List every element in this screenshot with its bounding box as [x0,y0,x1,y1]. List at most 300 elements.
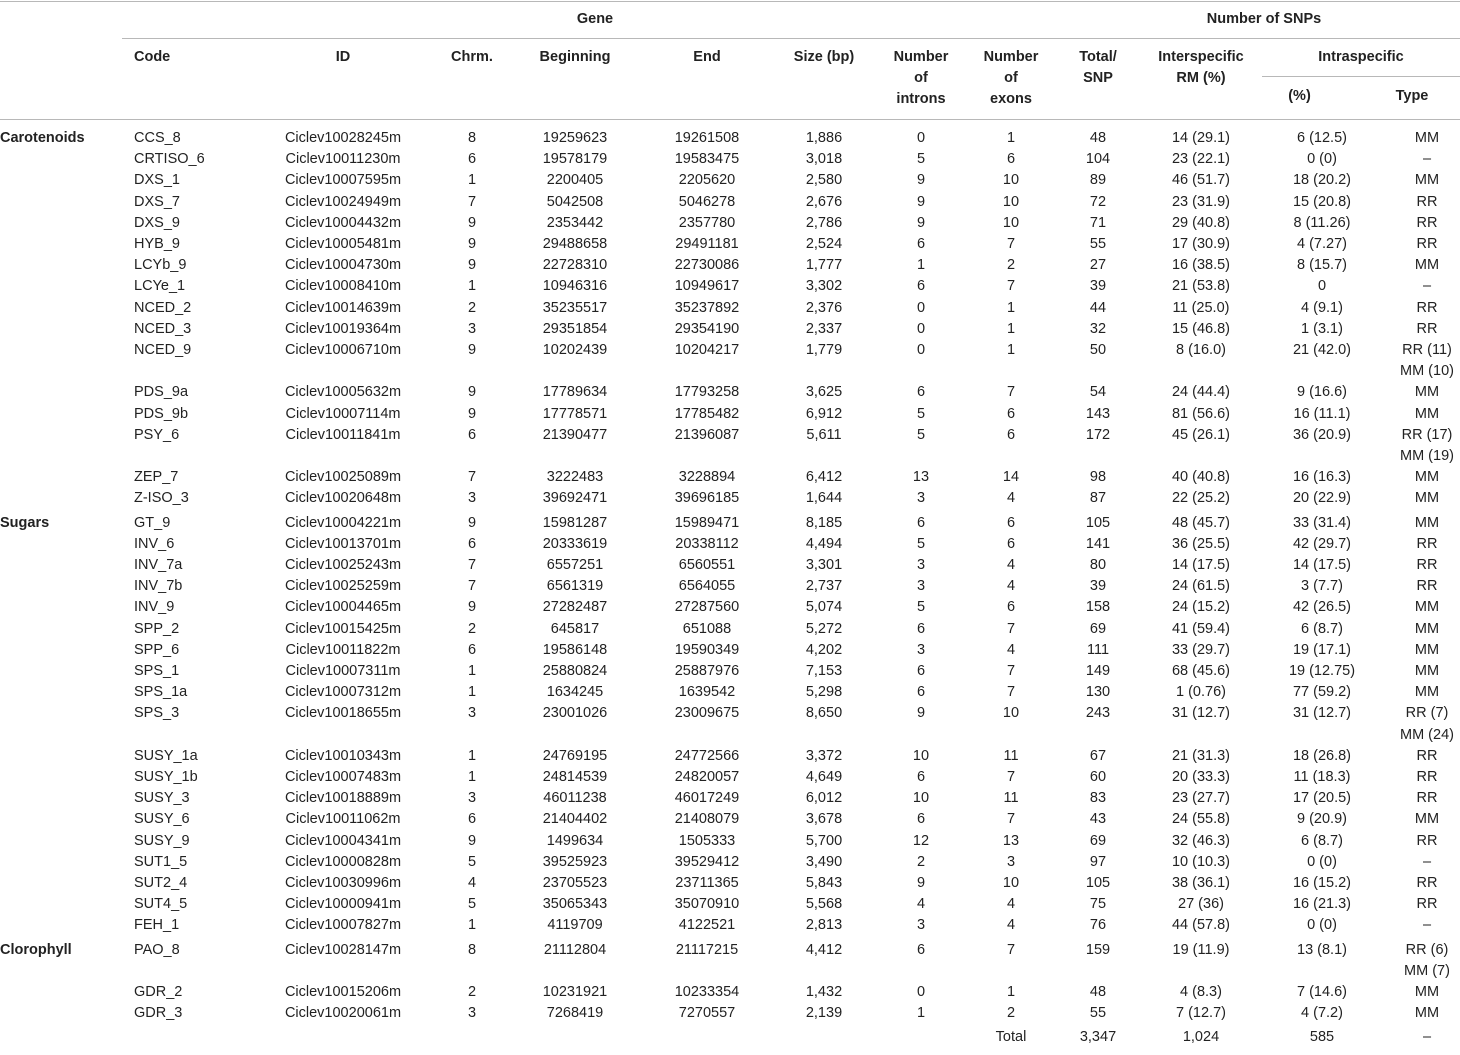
cell-total: 130 [1085,684,1111,701]
cell-total: 143 [1085,405,1111,422]
cell-introns: 9 [916,172,926,189]
cell-size: 1,779 [805,342,843,358]
cell-total: 98 [1089,469,1107,486]
cell-end: 2357780 [678,214,736,231]
cell-size: 1,886 [805,130,843,146]
cell-code: FEH_1 [134,917,180,934]
cell-intra: 31 (12.7) [1292,705,1352,722]
cell-end: 17793258 [674,384,740,401]
cell-total: 243 [1085,705,1111,722]
cell-intra: 0 (0) [1307,917,1337,934]
cell-end: 10233354 [674,984,740,1000]
cell-total: 97 [1089,853,1107,870]
cell-size: 5,272 [805,620,843,637]
cell-total: 105 [1085,514,1111,531]
cell-id: Ciclev10000828m [284,853,402,870]
group-label: Sugars [0,514,50,531]
group-label: Clorophyll [0,941,72,958]
cell-type: RR [1416,747,1438,764]
cell-size: 5,298 [805,684,843,701]
cell-id: Ciclev10028245m [284,130,402,146]
cell-end: 35070910 [674,896,740,913]
cell-chrm: 8 [467,130,477,146]
cell-type: RR [1416,193,1438,210]
cell-exons: 1 [1006,299,1016,316]
cell-type: RR [1416,557,1438,573]
cell-id: Ciclev10020648m [284,490,402,507]
cell-type: MM [1414,599,1440,616]
cell-inter: 14 (17.5) [1171,557,1231,573]
cell-size: 2,524 [805,236,843,252]
cell-chrm: 1 [467,278,477,295]
cell-chrm: 7 [467,469,477,486]
cell-end: 25887976 [674,663,740,679]
header-code: Code [134,49,171,65]
cell-id: Ciclev10007483m [284,769,402,785]
cell-size: 4,202 [805,641,843,658]
cell-code: Z-ISO_3 [134,490,189,507]
cell-introns: 0 [916,342,926,358]
cell-inter: 20 (33.3) [1171,769,1231,785]
cell-end: 15989471 [674,514,740,531]
cell-chrm: 1 [467,663,477,679]
cell-chrm: 9 [467,236,477,252]
cell-type: RR [1416,214,1438,231]
cell-exons: 4 [1006,490,1016,507]
cell-intra: 36 (20.9) [1292,426,1352,443]
table-row [0,298,1460,319]
cell-chrm: 2 [467,984,477,1000]
cell-exons: 11 [1003,747,1019,764]
cell-code: HYB_9 [134,236,180,252]
cell-end: 19590349 [674,641,740,658]
header-total-snp: Total/ SNP [1079,49,1117,86]
cell-chrm: 2 [467,299,477,316]
cell-total: 89 [1089,172,1107,189]
cell-chrm: 9 [467,342,477,358]
cell-exons: 4 [1006,917,1016,934]
cell-type: RR [1416,896,1438,913]
cell-inter: 24 (44.4) [1171,384,1231,401]
cell-end: 4122521 [678,917,736,934]
table-row [0,1003,1460,1024]
cell-id: Ciclev10013701m [284,535,402,552]
cell-type: RR [1416,535,1438,552]
cell-intra: 14 (17.5) [1292,557,1352,573]
cell-begin: 6561319 [546,578,604,595]
cell-begin: 7268419 [546,1005,604,1022]
cell-chrm: 3 [467,790,477,807]
cell-end: 21408079 [674,811,740,828]
table-row [0,488,1460,509]
cell-type: RR [1416,236,1438,252]
cell-inter: 29 (40.8) [1171,214,1231,231]
cell-begin: 23001026 [542,705,608,722]
cell-exons: 4 [1006,641,1016,658]
cell-introns: 4 [916,896,926,913]
cell-total: 43 [1089,811,1107,828]
cell-introns: 6 [916,236,926,252]
cell-id: Ciclev10007827m [284,917,402,934]
cell-code: LCYe_1 [134,278,186,295]
cell-size: 3,018 [805,151,843,168]
cell-size: 6,412 [805,469,843,486]
cell-chrm: 6 [467,641,477,658]
cell-intra: 42 (26.5) [1292,599,1352,616]
cell-id: Ciclev10004432m [284,214,402,231]
cell-begin: 1634245 [546,684,604,701]
cell-introns: 1 [916,1005,926,1022]
header-beginning: Beginning [539,49,611,65]
cell-id: Ciclev10011841m [285,426,401,443]
cell-introns: 3 [916,578,926,595]
cell-inter: 17 (30.9) [1171,236,1231,252]
cell-end: 1639542 [678,684,736,701]
cell-size: 6,912 [805,405,843,422]
cell-exons: 1 [1006,984,1016,1000]
cell-inter: 38 (36.1) [1171,875,1231,891]
cell-id: Ciclev10004465m [284,599,402,616]
cell-intra: 16 (11.1) [1293,405,1351,422]
cell-intra: 8 (15.7) [1297,257,1347,274]
cell-exons: 7 [1006,941,1016,958]
cell-inter: 21 (53.8) [1171,278,1231,295]
cell-inter: 36 (25.5) [1171,535,1231,552]
cell-introns: 2 [916,853,926,870]
cell-inter: 23 (22.1) [1171,151,1231,168]
cell-exons: 2 [1006,257,1016,274]
cell-type: RR (7) [1405,705,1449,722]
cell-chrm: 5 [467,896,477,913]
cell-total: 48 [1089,130,1107,146]
cell-exons: 10 [1002,172,1020,189]
cell-id: Ciclev10018889m [284,790,402,807]
table-row [0,873,1460,894]
cell-size: 2,337 [805,320,843,337]
header-introns: Number of introns [893,49,949,107]
cell-introns: 5 [916,151,926,168]
cell-exons: 10 [1002,214,1020,231]
cell-introns: 3 [916,641,926,658]
cell-size: 3,301 [805,557,843,573]
cell-introns: 3 [916,490,926,507]
cell-type: MM [1414,130,1440,146]
cell-type: MM [1414,490,1440,507]
cell-begin: 25880824 [542,663,608,679]
table-row [0,255,1460,276]
cell-code: CCS_8 [134,130,181,146]
cell-exons: 7 [1006,684,1016,701]
cell-introns: 9 [916,193,926,210]
cell-type: RR [1416,875,1438,891]
cell-id: Ciclev10007312m [284,684,402,701]
cell-size: 3,302 [805,278,843,295]
table-row [0,404,1460,425]
cell-chrm: 4 [467,875,477,891]
cell-chrm: 6 [467,811,477,828]
cell-type: MM [1414,172,1440,189]
cell-begin: 24814539 [542,769,608,785]
cell-code: INV_7b [134,578,183,595]
cell-exons: 14 [1002,469,1020,486]
cell-type: MM [1414,641,1440,658]
cell-introns: 10 [912,790,930,807]
cell-exons: 6 [1006,514,1016,531]
cell-total: 71 [1089,214,1107,231]
cell-chrm: 5 [467,853,477,870]
cell-code: SUSY_1a [134,747,198,764]
cell-size: 4,649 [805,769,843,785]
cell-intra: 7 (14.6) [1297,984,1347,1000]
cell-exons: 6 [1006,535,1016,552]
cell-introns: 13 [912,469,930,486]
cell-total: 105 [1085,875,1111,891]
cell-id: Ciclev10020061m [284,1005,402,1022]
cell-id: Ciclev10018655m [284,705,402,722]
table-row [0,170,1460,191]
table-row [0,467,1460,488]
cell-chrm: 3 [467,320,477,337]
cell-end: 22730086 [674,257,740,274]
cell-type: MM [1414,663,1440,679]
cell-end: 35237892 [674,299,740,316]
table-row [0,597,1460,618]
cell-type-second-line: MM (24) [1400,726,1454,743]
cell-begin: 39525923 [542,853,608,870]
cell-code: SUSY_1b [134,769,198,785]
cell-intra: 15 (20.8) [1292,193,1352,210]
cell-inter: 31 (12.7) [1171,705,1231,722]
cell-type: MM [1414,684,1440,701]
cell-code: LCYb_9 [134,257,187,274]
cell-code: INV_6 [134,535,175,552]
cell-type: – [1422,151,1432,168]
cell-introns: 6 [916,684,926,701]
cell-intra: 0 (0) [1307,151,1337,168]
cell-inter: 32 (46.3) [1171,832,1231,849]
cell-intra: 9 (20.9) [1297,811,1347,828]
cell-intra: 77 (59.2) [1292,684,1352,701]
cell-total: 48 [1089,984,1107,1000]
cell-introns: 3 [916,917,926,934]
cell-id: Ciclev10011822m [285,641,401,658]
cell-id: Ciclev10015425m [284,620,402,637]
cell-size: 2,376 [805,299,843,316]
cell-size: 4,494 [805,535,843,552]
cell-type: MM [1414,984,1440,1000]
cell-id: Ciclev10030996m [284,875,402,891]
cell-total: 54 [1089,384,1107,401]
cell-inter: 81 (56.6) [1171,405,1231,422]
cell-id: Ciclev10025259m [284,578,402,595]
cell-intra: 16 (21.3) [1292,896,1352,913]
cell-begin: 2353442 [546,214,604,231]
cell-end: 2205620 [678,172,736,189]
cell-inter: 24 (15.2) [1171,599,1231,616]
cell-begin: 20333619 [542,535,608,552]
cell-size: 7,153 [805,663,843,679]
header-bottom-rule [0,119,1460,120]
cell-code: DXS_7 [134,193,180,210]
cell-type: MM [1414,514,1440,531]
cell-type-second-line: MM (7) [1404,962,1450,979]
table-row [0,940,1460,979]
cell-inter: 23 (27.7) [1171,790,1231,807]
cell-chrm: 6 [467,426,477,443]
cell-total: 44 [1089,299,1107,316]
cell-begin: 6557251 [546,557,604,573]
cell-type: MM [1414,469,1440,486]
cell-id: Ciclev10000941m [284,896,402,913]
cell-type: RR (11) [1402,342,1452,358]
cell-intra: 17 (20.5) [1292,790,1352,807]
table-row [0,682,1460,703]
cell-end: 20338112 [675,535,739,552]
cell-end: 651088 [682,620,732,637]
cell-id: Ciclev10004730m [284,257,402,274]
cell-inter: 14 (29.1) [1171,130,1231,146]
cell-code: SUSY_6 [134,811,190,828]
cell-exons: 6 [1006,599,1016,616]
header-size: Size (bp) [793,49,855,65]
cell-total: 172 [1085,426,1111,443]
cell-begin: 2200405 [546,172,604,189]
cell-code: SUSY_9 [134,832,190,849]
cell-end: 21396087 [674,426,740,443]
cell-exons: 6 [1006,151,1016,168]
cell-exons: 10 [1002,193,1020,210]
table-row [0,276,1460,297]
cell-type: MM [1414,405,1440,422]
cell-intra: 13 (8.1) [1297,941,1347,958]
cell-size: 1,432 [805,984,843,1000]
cell-type: RR [1416,320,1438,337]
cell-total: 55 [1089,1005,1107,1022]
cell-begin: 10202439 [542,342,608,358]
cell-total: 69 [1089,832,1107,849]
cell-size: 2,139 [805,1005,843,1022]
cell-intra: 33 (31.4) [1292,514,1352,531]
cell-chrm: 9 [467,384,477,401]
cell-total: 75 [1089,896,1107,913]
header-number-of-snps: Number of SNPs [1206,11,1322,27]
cell-id: Ciclev10007114m [285,405,401,422]
cell-chrm: 9 [467,514,477,531]
cell-intra: 18 (26.8) [1292,747,1352,764]
cell-exons: 7 [1006,278,1016,295]
cell-code: PDS_9b [134,405,189,422]
cell-introns: 0 [916,320,926,337]
cell-inter: 45 (26.1) [1171,426,1231,443]
cell-id: Ciclev10015206m [284,984,402,1000]
cell-total: 76 [1089,917,1107,934]
table-row [0,767,1460,788]
cell-introns: 3 [916,557,926,573]
table-row [0,534,1460,555]
cell-begin: 4119709 [547,917,603,934]
cell-begin: 23705523 [542,875,608,891]
cell-total: 72 [1089,193,1107,210]
cell-begin: 5042508 [546,193,604,210]
cell-end: 23009675 [674,705,740,722]
cell-code: INV_9 [134,599,175,616]
table-row [0,788,1460,809]
cell-type: MM [1414,1005,1440,1022]
cell-exons: 4 [1006,557,1016,573]
cell-exons: 3 [1006,853,1016,870]
cell-intra: 19 (17.1) [1292,641,1352,658]
table-row [0,340,1460,380]
cell-id: Ciclev10024949m [284,193,402,210]
cell-type: RR [1416,769,1438,785]
cell-size: 8,185 [805,514,843,531]
cell-chrm: 1 [467,917,477,934]
cell-total: 50 [1089,342,1107,358]
cell-chrm: 6 [467,535,477,552]
cell-exons: 10 [1002,705,1020,722]
intraspecific-rule [1262,76,1460,77]
totals-type: – [1422,1029,1432,1046]
cell-begin: 21390477 [542,426,608,443]
header-id: ID [335,49,351,65]
cell-size: 2,737 [805,578,843,595]
cell-begin: 29488658 [542,236,608,252]
cell-end: 24772566 [674,747,740,764]
cell-exons: 10 [1002,875,1020,891]
cell-size: 2,676 [805,193,843,210]
cell-introns: 1 [916,257,926,274]
cell-intra: 8 (11.26) [1293,214,1351,231]
cell-size: 2,580 [805,172,843,189]
cell-intra: 11 (18.3) [1293,769,1351,785]
cell-type: RR (17) [1401,426,1453,443]
cell-code: SUSY_3 [134,790,190,807]
cell-intra: 1 (3.1) [1301,320,1343,337]
cell-begin: 645817 [550,620,600,637]
cell-type: – [1422,278,1432,295]
cell-intra: 4 (7.2) [1301,1005,1343,1022]
cell-end: 19583475 [674,151,740,168]
cell-end: 21117215 [675,941,739,958]
cell-begin: 19578179 [542,151,608,168]
cell-intra: 9 (16.6) [1297,384,1347,401]
cell-intra: 6 (8.7) [1301,832,1343,849]
cell-code: PDS_9a [134,384,189,401]
cell-type: RR [1416,790,1438,807]
cell-end: 19261508 [674,130,740,146]
cell-code: GT_9 [134,514,171,531]
cell-type-second-line: MM (10) [1400,363,1454,380]
cell-intra: 0 [1317,278,1327,295]
cell-id: Ciclev10011230m [285,151,401,168]
cell-introns: 9 [916,705,926,722]
header-exons: Number of exons [983,49,1039,107]
cell-inter: 33 (29.7) [1171,641,1231,658]
cell-code: SPS_1a [134,684,188,701]
cell-inter: 48 (45.7) [1171,514,1231,531]
cell-begin: 15981287 [542,514,608,531]
cell-code: SUT2_4 [134,875,188,891]
cell-intra: 4 (9.1) [1301,299,1343,316]
cell-type: – [1422,853,1432,870]
header-end: End [693,49,721,65]
cell-introns: 12 [912,832,930,849]
table-row [0,425,1460,464]
cell-size: 2,813 [805,917,843,934]
table-top-rule [0,1,1460,2]
cell-exons: 2 [1006,1005,1016,1022]
header-gene: Gene [576,11,614,27]
